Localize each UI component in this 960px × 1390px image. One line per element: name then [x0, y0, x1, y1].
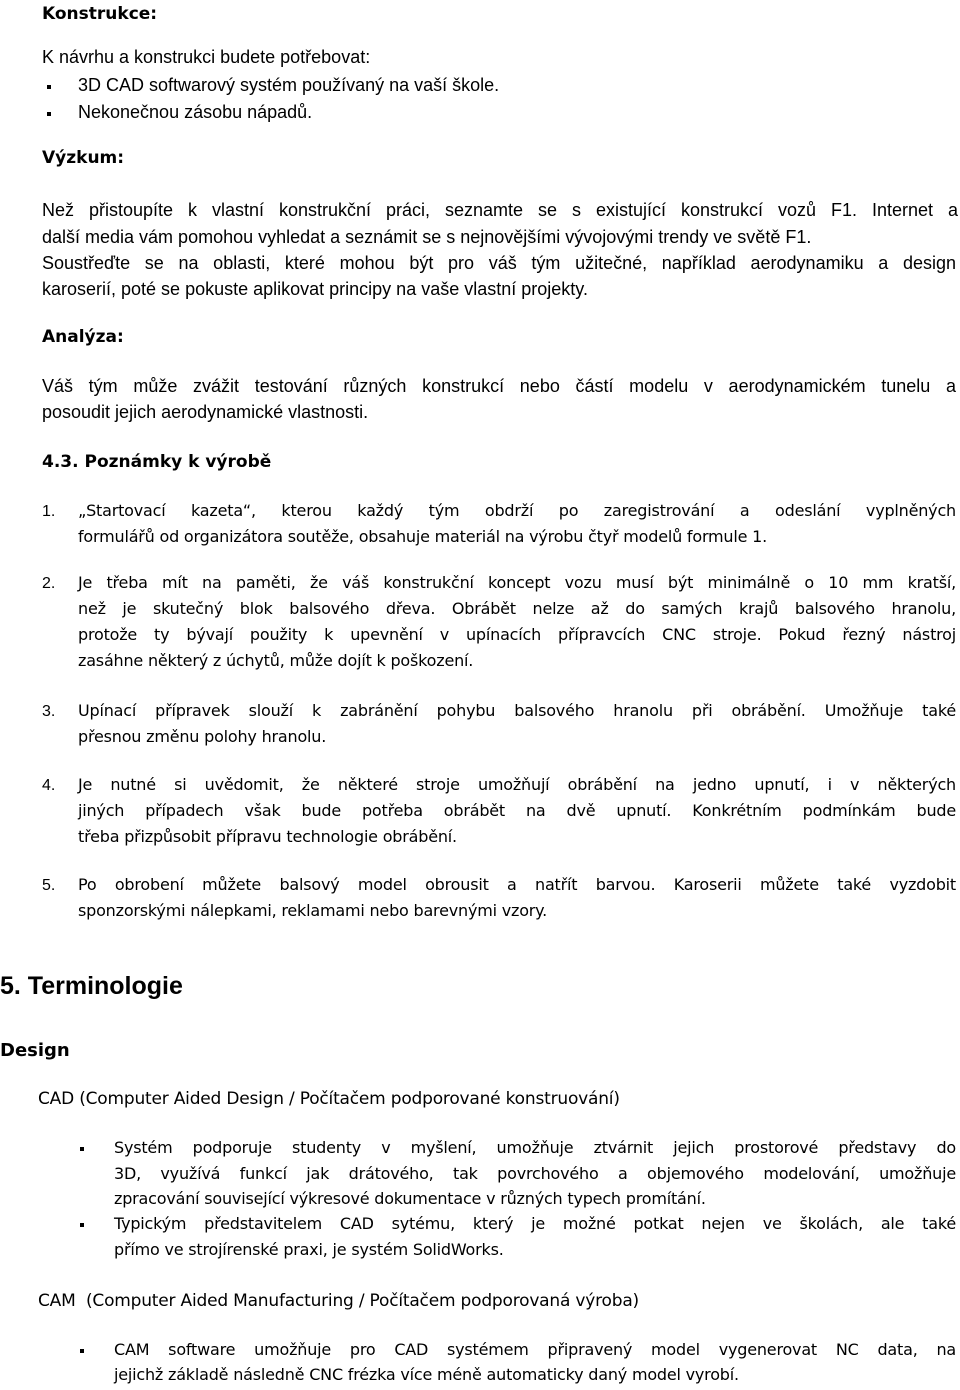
list-item-line: „Startovací kazeta“, kterou každý tým obdrží po zaregistrování a odeslání vyplněných [78, 501, 956, 520]
list-item-line: třeba přizpůsobit přípravu technologie obrábění. [78, 827, 457, 846]
list-item-line: přímo ve strojírenské praxi, je systém SolidWorks. [114, 1240, 504, 1259]
section-heading-konstrukce: Konstrukce: [42, 4, 158, 24]
list-item-line: sponzorskými nálepkami, reklamami nebo barevnými vzory. [78, 901, 548, 920]
list-number: 3. [42, 703, 56, 720]
list-item: 3D CAD softwarový systém používaný na vaší škole. [78, 75, 500, 95]
section-heading-analyza: Analýza: [42, 327, 124, 347]
list-item-line: 3D, využívá funkcí jak drátového, tak povrchového a objemového modelování, umožňuje [114, 1164, 956, 1183]
list-item-line: zasáhne některý z úchytů, může dojít k poškození. [78, 651, 474, 670]
bullet-square-icon [80, 1147, 84, 1151]
bullet-square-icon [80, 1349, 84, 1353]
bullet-square-icon [47, 112, 51, 116]
list-item-line: Upínací přípravek slouží k zabránění pohybu balsového hranolu při obrábění. Umožňuje také [78, 701, 956, 720]
paragraph-line: Váš tým může zvážit testování různých konstrukcí nebo částí modelu v aerodynamickém tunelu a [42, 376, 956, 396]
list-item-line: formulářů od organizátora soutěže, obsahuje materiál na výrobu čtyř modelů formule 1. [78, 527, 768, 546]
list-item-line: než je skutečný blok balsového dřeva. Obrábět nelze až do samých krajů balsového hranolu, [78, 599, 956, 618]
list-item-line: Typickým představitelem CAD sytému, který je možné potkat nejen ve školách, ale také [114, 1214, 956, 1233]
list-item-line: protože ty bývají použity k upevnění v upínacích přípravcích CNC stroje. Pokud řezný nástroj [78, 625, 956, 644]
list-item-line: CAM software umožňuje pro CAD systémem připravený model vygenerovat NC data, na [114, 1340, 956, 1359]
list-item-line: jejichž základě následně CNC frézka více méně automaticky daný model vyrobí. [114, 1365, 739, 1384]
subheading-design: Design [0, 1040, 70, 1061]
paragraph-line: Než přistoupíte k vlastní konstrukční práci, seznamte se s existující konstrukcí vozů F1. Internet a [42, 200, 958, 220]
list-item: Nekonečnou zásobu nápadů. [78, 102, 313, 122]
list-item-line: Je nutné si uvědomit, že některé stroje umožňují obrábění na jedno upnutí, i v některých [78, 775, 956, 794]
list-number: 2. [42, 575, 56, 592]
cad-title: CAD (Computer Aided Design / Počítačem podporované konstruování) [38, 1089, 620, 1109]
list-number: 1. [42, 503, 56, 520]
paragraph-line: karoserií, poté se pokuste aplikovat principy na vaše vlastní projekty. [42, 279, 588, 299]
list-item-line: Po obrobení můžete balsový model obrousit a natřít barvou. Karoserii můžete také vyzdobit [78, 875, 956, 894]
list-item-line: jiných případech však bude potřeba obrábět na dvě upnutí. Konkrétním podmínkám bude [78, 801, 956, 820]
list-number: 5. [42, 877, 56, 894]
list-item-line: Je třeba mít na paměti, že váš konstrukční koncept vozu musí být minimálně o 10 mm kratší, [78, 573, 956, 592]
paragraph-line: Soustřeďte se na oblasti, které mohou být pro váš tým užitečné, například aerodynamiku a design [42, 253, 956, 273]
list-number: 4. [42, 777, 56, 794]
list-item-line: přesnou změnu polohy hranolu. [78, 727, 327, 746]
section-heading-terminologie: 5. Terminologie [0, 972, 183, 1000]
list-item-line: Systém podporuje studenty v myšlení, umožňuje ztvárnit jejich prostorové představy do [114, 1138, 956, 1157]
konstrukce-intro: K návrhu a konstrukci budete potřebovat: [42, 47, 371, 67]
section-heading-vyzkum: Výzkum: [42, 148, 125, 168]
paragraph-line: posoudit jejich aerodynamické vlastnosti. [42, 402, 369, 422]
bullet-square-icon [80, 1223, 84, 1227]
list-item-line: zpracování související výkresové dokumentace v různých typech promítání. [114, 1189, 706, 1208]
paragraph-line: další media vám pomohou vyhledat a seznámit se s nejnovějšími vývojovými trendy ve světě F1. [42, 227, 812, 247]
section-heading-poznamky: 4.3. Poznámky k výrobě [42, 452, 272, 472]
cam-title: CAM (Computer Aided Manufacturing / Počítačem podporovaná výroba) [38, 1291, 639, 1311]
bullet-square-icon [47, 85, 51, 89]
